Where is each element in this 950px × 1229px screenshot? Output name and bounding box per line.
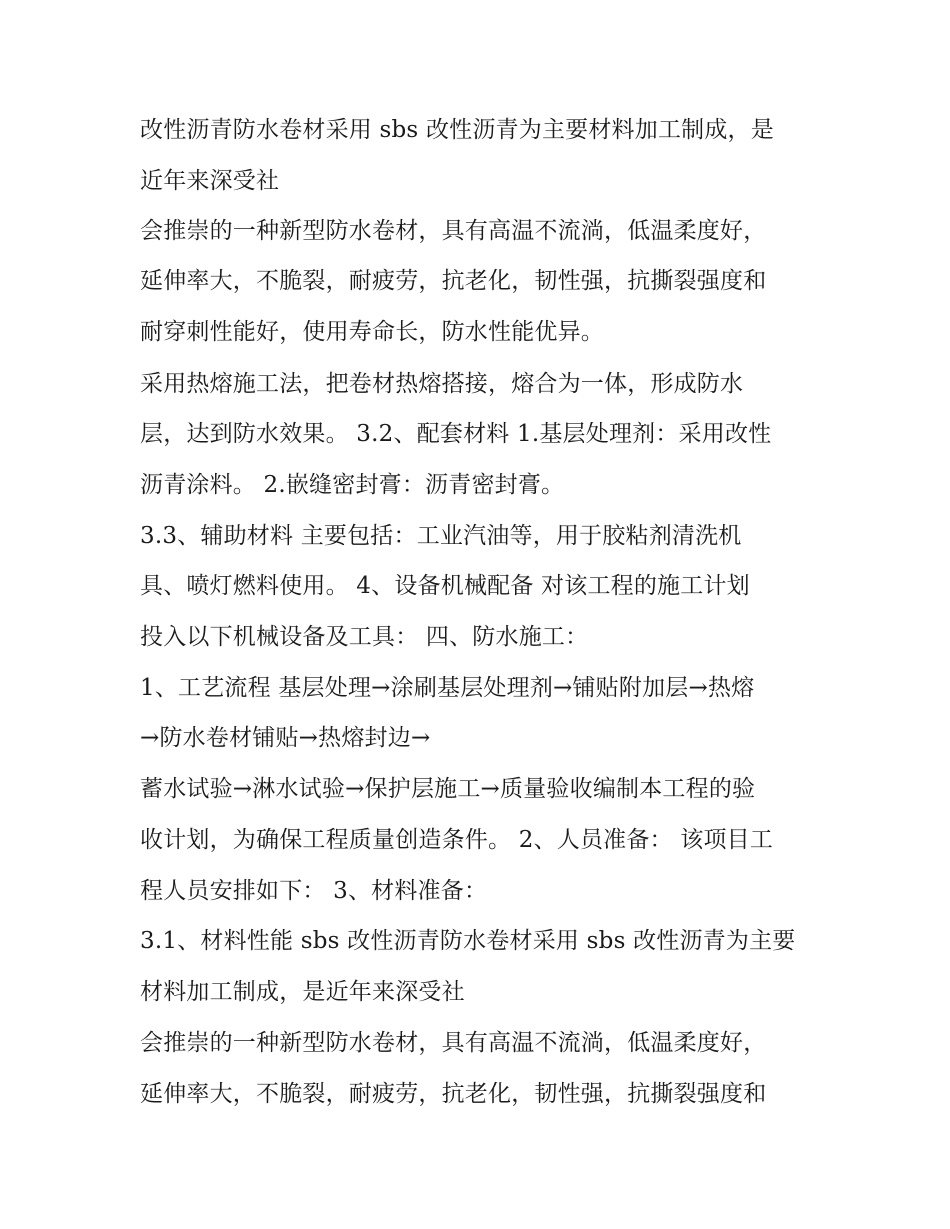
- text-line: 延伸率大，不脆裂，耐疲劳，抗老化，韧性强，抗撕裂强度和: [140, 1081, 767, 1107]
- text-line: 层，达到防水效果。 3.2、配套材料 1.基层处理剂：采用改性: [140, 421, 772, 447]
- text-line: 材料加工制成，是近年来深受社: [140, 979, 465, 1005]
- text-line: 耐穿刺性能好，使用寿命长，防水性能优异。: [140, 319, 604, 345]
- text-line: 沥青涂料。 2.嵌缝密封膏：沥青密封膏。: [140, 472, 565, 498]
- text-line: 收计划，为确保工程质量创造条件。 2、人员准备： 该项目工: [140, 827, 774, 853]
- text-line: 投入以下机械设备及工具： 四、防水施工：: [140, 624, 589, 650]
- text-line: 采用热熔施工法，把卷材热熔搭接，熔合为一体，形成防水: [140, 371, 744, 397]
- text-line: 改性沥青防水卷材采用 sbs 改性沥青为主要材料加工制成，是: [140, 117, 774, 143]
- text-line: 程人员安排如下： 3、材料准备：: [140, 878, 488, 904]
- text-line: 会推崇的一种新型防水卷材，具有高温不流淌，低温柔度好，: [140, 218, 767, 244]
- text-line: 3.1、材料性能 sbs 改性沥青防水卷材采用 sbs 改性沥青为主要: [140, 928, 796, 954]
- text-line: 3.3、辅助材料 主要包括：工业汽油等，用于胶粘剂清洗机: [140, 523, 742, 549]
- text-line: 会推崇的一种新型防水卷材，具有高温不流淌，低温柔度好，: [140, 1030, 767, 1056]
- text-line: 近年来深受社: [140, 168, 280, 194]
- text-line: 具、喷灯燃料使用。 4、设备机械配备 对该工程的施工计划: [140, 573, 750, 599]
- text-line: 蓄水试验→淋水试验→保护层施工→质量验收编制本工程的验: [140, 776, 756, 802]
- text-line: 延伸率大，不脆裂，耐疲劳，抗老化，韧性强，抗撕裂强度和: [140, 268, 767, 294]
- text-line: 1、工艺流程 基层处理→涂刷基层处理剂→铺贴附加层→热熔: [140, 675, 755, 701]
- text-line: →防水卷材铺贴→热熔封边→: [140, 725, 431, 751]
